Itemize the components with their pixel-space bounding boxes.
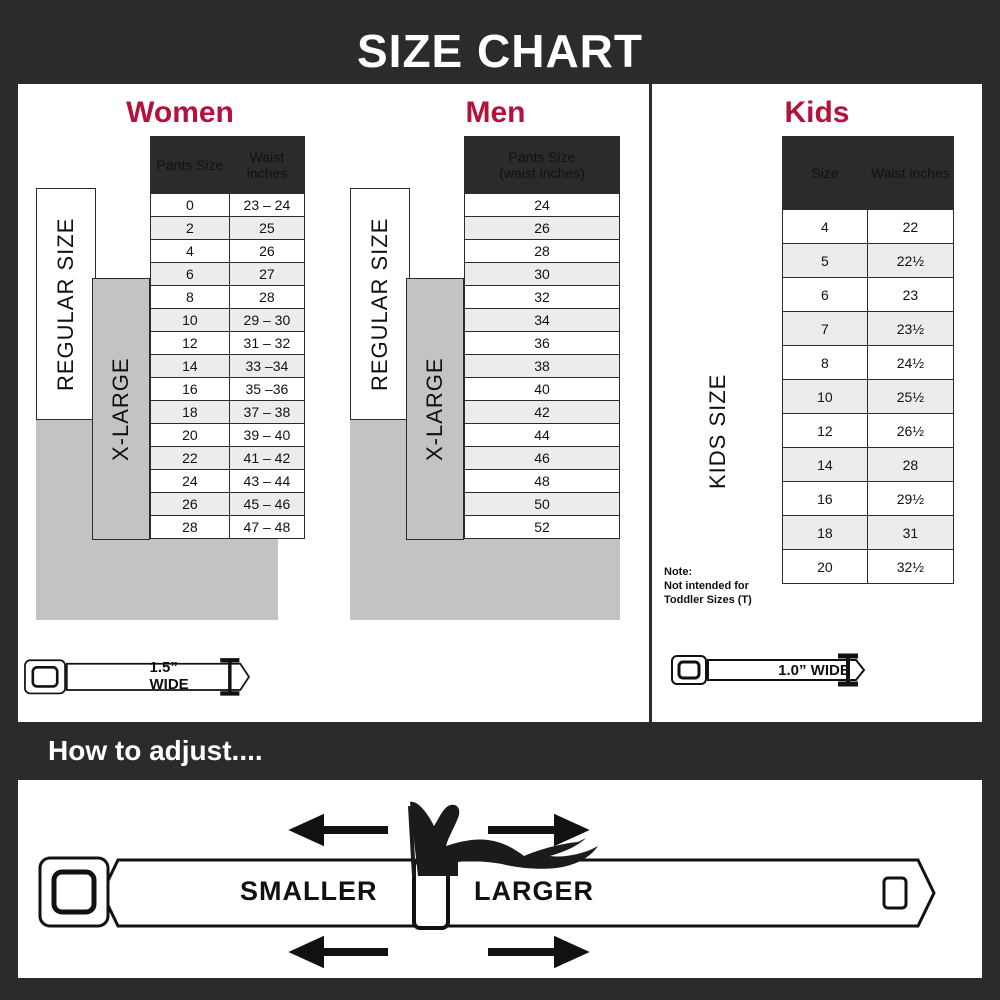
- cell-size: 28: [151, 516, 230, 539]
- table-row: [465, 493, 620, 516]
- men-col-line2: (waist inches): [499, 165, 585, 181]
- cell-size: 14: [783, 448, 868, 482]
- table-row: [465, 309, 620, 332]
- kids-belt-width-label: 1.0” WIDE: [778, 661, 850, 679]
- cell-size: 24: [465, 194, 620, 217]
- table-row: [151, 378, 305, 401]
- table-row: [783, 516, 954, 550]
- men-size-table: [464, 136, 620, 539]
- cell-size: 4: [151, 240, 230, 263]
- table-row: [465, 286, 620, 309]
- women-belt-width-label: 1.5” WIDE: [149, 659, 189, 693]
- larger-label: LARGER: [474, 876, 594, 906]
- cell-size: 34: [465, 309, 620, 332]
- cell-waist: 25½: [867, 380, 953, 414]
- cell-waist: 28: [867, 448, 953, 482]
- table-row: [465, 194, 620, 217]
- cell-size: 7: [783, 312, 868, 346]
- cell-size: 48: [465, 470, 620, 493]
- table-row: [783, 380, 954, 414]
- table-row: [151, 240, 305, 263]
- cell-waist: 47 – 48: [229, 516, 304, 539]
- cell-size: 20: [783, 550, 868, 584]
- table-row: [465, 424, 620, 447]
- table-row: [783, 278, 954, 312]
- cell-size: 30: [465, 263, 620, 286]
- table-row: [151, 355, 305, 378]
- howto-panel: [18, 780, 982, 978]
- section-women: [18, 84, 342, 722]
- table-row: [151, 286, 305, 309]
- table-row: [465, 263, 620, 286]
- cell-size: 8: [783, 346, 868, 380]
- cell-size: 46: [465, 447, 620, 470]
- men-xlarge-label: X-LARGE: [422, 357, 447, 461]
- cell-size: 5: [783, 244, 868, 278]
- table-row: [465, 332, 620, 355]
- cell-size: 14: [151, 355, 230, 378]
- cell-waist: 23 – 24: [229, 194, 304, 217]
- table-row: [151, 424, 305, 447]
- table-row: [465, 378, 620, 401]
- section-title-kids: Kids: [784, 96, 850, 129]
- cell-size: 6: [783, 278, 868, 312]
- kids-note: [664, 566, 784, 607]
- table-row: [465, 447, 620, 470]
- howto-title: How to adjust....: [48, 735, 263, 766]
- cell-size: 12: [783, 414, 868, 448]
- table-row: [151, 470, 305, 493]
- smaller-label: SMALLER: [240, 876, 378, 906]
- cell-size: 0: [151, 194, 230, 217]
- cell-size: 44: [465, 424, 620, 447]
- cell-size: 4: [783, 210, 868, 244]
- kids-note-line2: Not intended for: [664, 579, 749, 592]
- cell-size: 38: [465, 355, 620, 378]
- cell-size: 52: [465, 516, 620, 539]
- cell-waist: 37 – 38: [229, 401, 304, 424]
- cell-size: 10: [151, 309, 230, 332]
- cell-waist: 29 – 30: [229, 309, 304, 332]
- cell-size: 26: [151, 493, 230, 516]
- table-row: [783, 414, 954, 448]
- table-row: [151, 309, 305, 332]
- kids-note-line1: Note:: [664, 566, 693, 578]
- table-row: [783, 550, 954, 584]
- cell-waist: 39 – 40: [229, 424, 304, 447]
- cell-size: 8: [151, 286, 230, 309]
- cell-size: 40: [465, 378, 620, 401]
- table-row: [465, 401, 620, 424]
- cell-waist: 32½: [867, 550, 953, 584]
- cell-size: 16: [783, 482, 868, 516]
- kids-col-waist: Waist inches: [867, 137, 953, 210]
- kids-col-size: Size: [783, 137, 868, 210]
- cell-waist: 29½: [867, 482, 953, 516]
- table-row: [783, 346, 954, 380]
- cell-waist: 41 – 42: [229, 447, 304, 470]
- table-header-row: [783, 137, 954, 210]
- cell-size: 24: [151, 470, 230, 493]
- cell-size: 18: [783, 516, 868, 550]
- cell-waist: 23: [867, 278, 953, 312]
- cell-size: 36: [465, 332, 620, 355]
- table-row: [151, 516, 305, 539]
- cell-waist: 45 – 46: [229, 493, 304, 516]
- cell-waist: 27: [229, 263, 304, 286]
- cell-size: 12: [151, 332, 230, 355]
- cell-size: 16: [151, 378, 230, 401]
- table-row: [151, 263, 305, 286]
- cell-waist: 23½: [867, 312, 953, 346]
- cell-size: 28: [465, 240, 620, 263]
- table-row: [783, 312, 954, 346]
- section-kids: [652, 84, 982, 722]
- cell-waist: 31: [867, 516, 953, 550]
- page-title-bar: [18, 18, 982, 84]
- cell-size: 32: [465, 286, 620, 309]
- kids-size-label: KIDS SIZE: [705, 373, 730, 489]
- table-row: [783, 210, 954, 244]
- kids-note-line3: Toddler Sizes (T): [664, 593, 752, 606]
- table-row: [151, 493, 305, 516]
- women-col-pants-size: Pants Size: [151, 137, 230, 194]
- table-row: [151, 447, 305, 470]
- kids-size-table: [782, 136, 954, 584]
- section-title-men: Men: [465, 96, 526, 129]
- women-size-table: [150, 136, 305, 539]
- howto-bar: [18, 722, 982, 780]
- table-row: [465, 217, 620, 240]
- table-row: [783, 448, 954, 482]
- table-header-row: [465, 137, 620, 194]
- table-row: [151, 401, 305, 424]
- cell-size: 20: [151, 424, 230, 447]
- women-xlarge-label: X-LARGE: [108, 357, 133, 461]
- section-men: [342, 84, 652, 722]
- cell-size: 42: [465, 401, 620, 424]
- women-col-waist: Waist inches: [229, 137, 304, 194]
- cell-waist: 28: [229, 286, 304, 309]
- cell-size: 26: [465, 217, 620, 240]
- cell-waist: 25: [229, 217, 304, 240]
- women-belt-illustration: [18, 646, 342, 706]
- table-row: [151, 332, 305, 355]
- cell-waist: 22½: [867, 244, 953, 278]
- cell-waist: 33 –34: [229, 355, 304, 378]
- size-tables-panel: [18, 84, 982, 722]
- cell-size: 18: [151, 401, 230, 424]
- table-header-row: [151, 137, 305, 194]
- men-col-line1: Pants Size: [508, 148, 576, 165]
- cell-size: 10: [783, 380, 868, 414]
- table-row: [783, 244, 954, 278]
- cell-size: 2: [151, 217, 230, 240]
- table-row: [151, 217, 305, 240]
- kids-belt-illustration: [652, 646, 982, 694]
- cell-waist: 22: [867, 210, 953, 244]
- men-regular-size-label: REGULAR SIZE: [367, 217, 392, 391]
- cell-waist: 26½: [867, 414, 953, 448]
- table-row: [465, 470, 620, 493]
- cell-waist: 31 – 32: [229, 332, 304, 355]
- table-row: [151, 194, 305, 217]
- cell-waist: 24½: [867, 346, 953, 380]
- table-row: [783, 482, 954, 516]
- women-regular-size-label: REGULAR SIZE: [53, 217, 78, 391]
- cell-size: 50: [465, 493, 620, 516]
- section-title-women: Women: [126, 96, 234, 129]
- table-row: [465, 516, 620, 539]
- table-row: [465, 240, 620, 263]
- cell-waist: 43 – 44: [229, 470, 304, 493]
- cell-waist: 26: [229, 240, 304, 263]
- cell-waist: 35 –36: [229, 378, 304, 401]
- table-row: [465, 355, 620, 378]
- men-col-pants-size: [465, 137, 620, 194]
- page-title: SIZE CHART: [357, 25, 643, 77]
- cell-size: 22: [151, 447, 230, 470]
- cell-size: 6: [151, 263, 230, 286]
